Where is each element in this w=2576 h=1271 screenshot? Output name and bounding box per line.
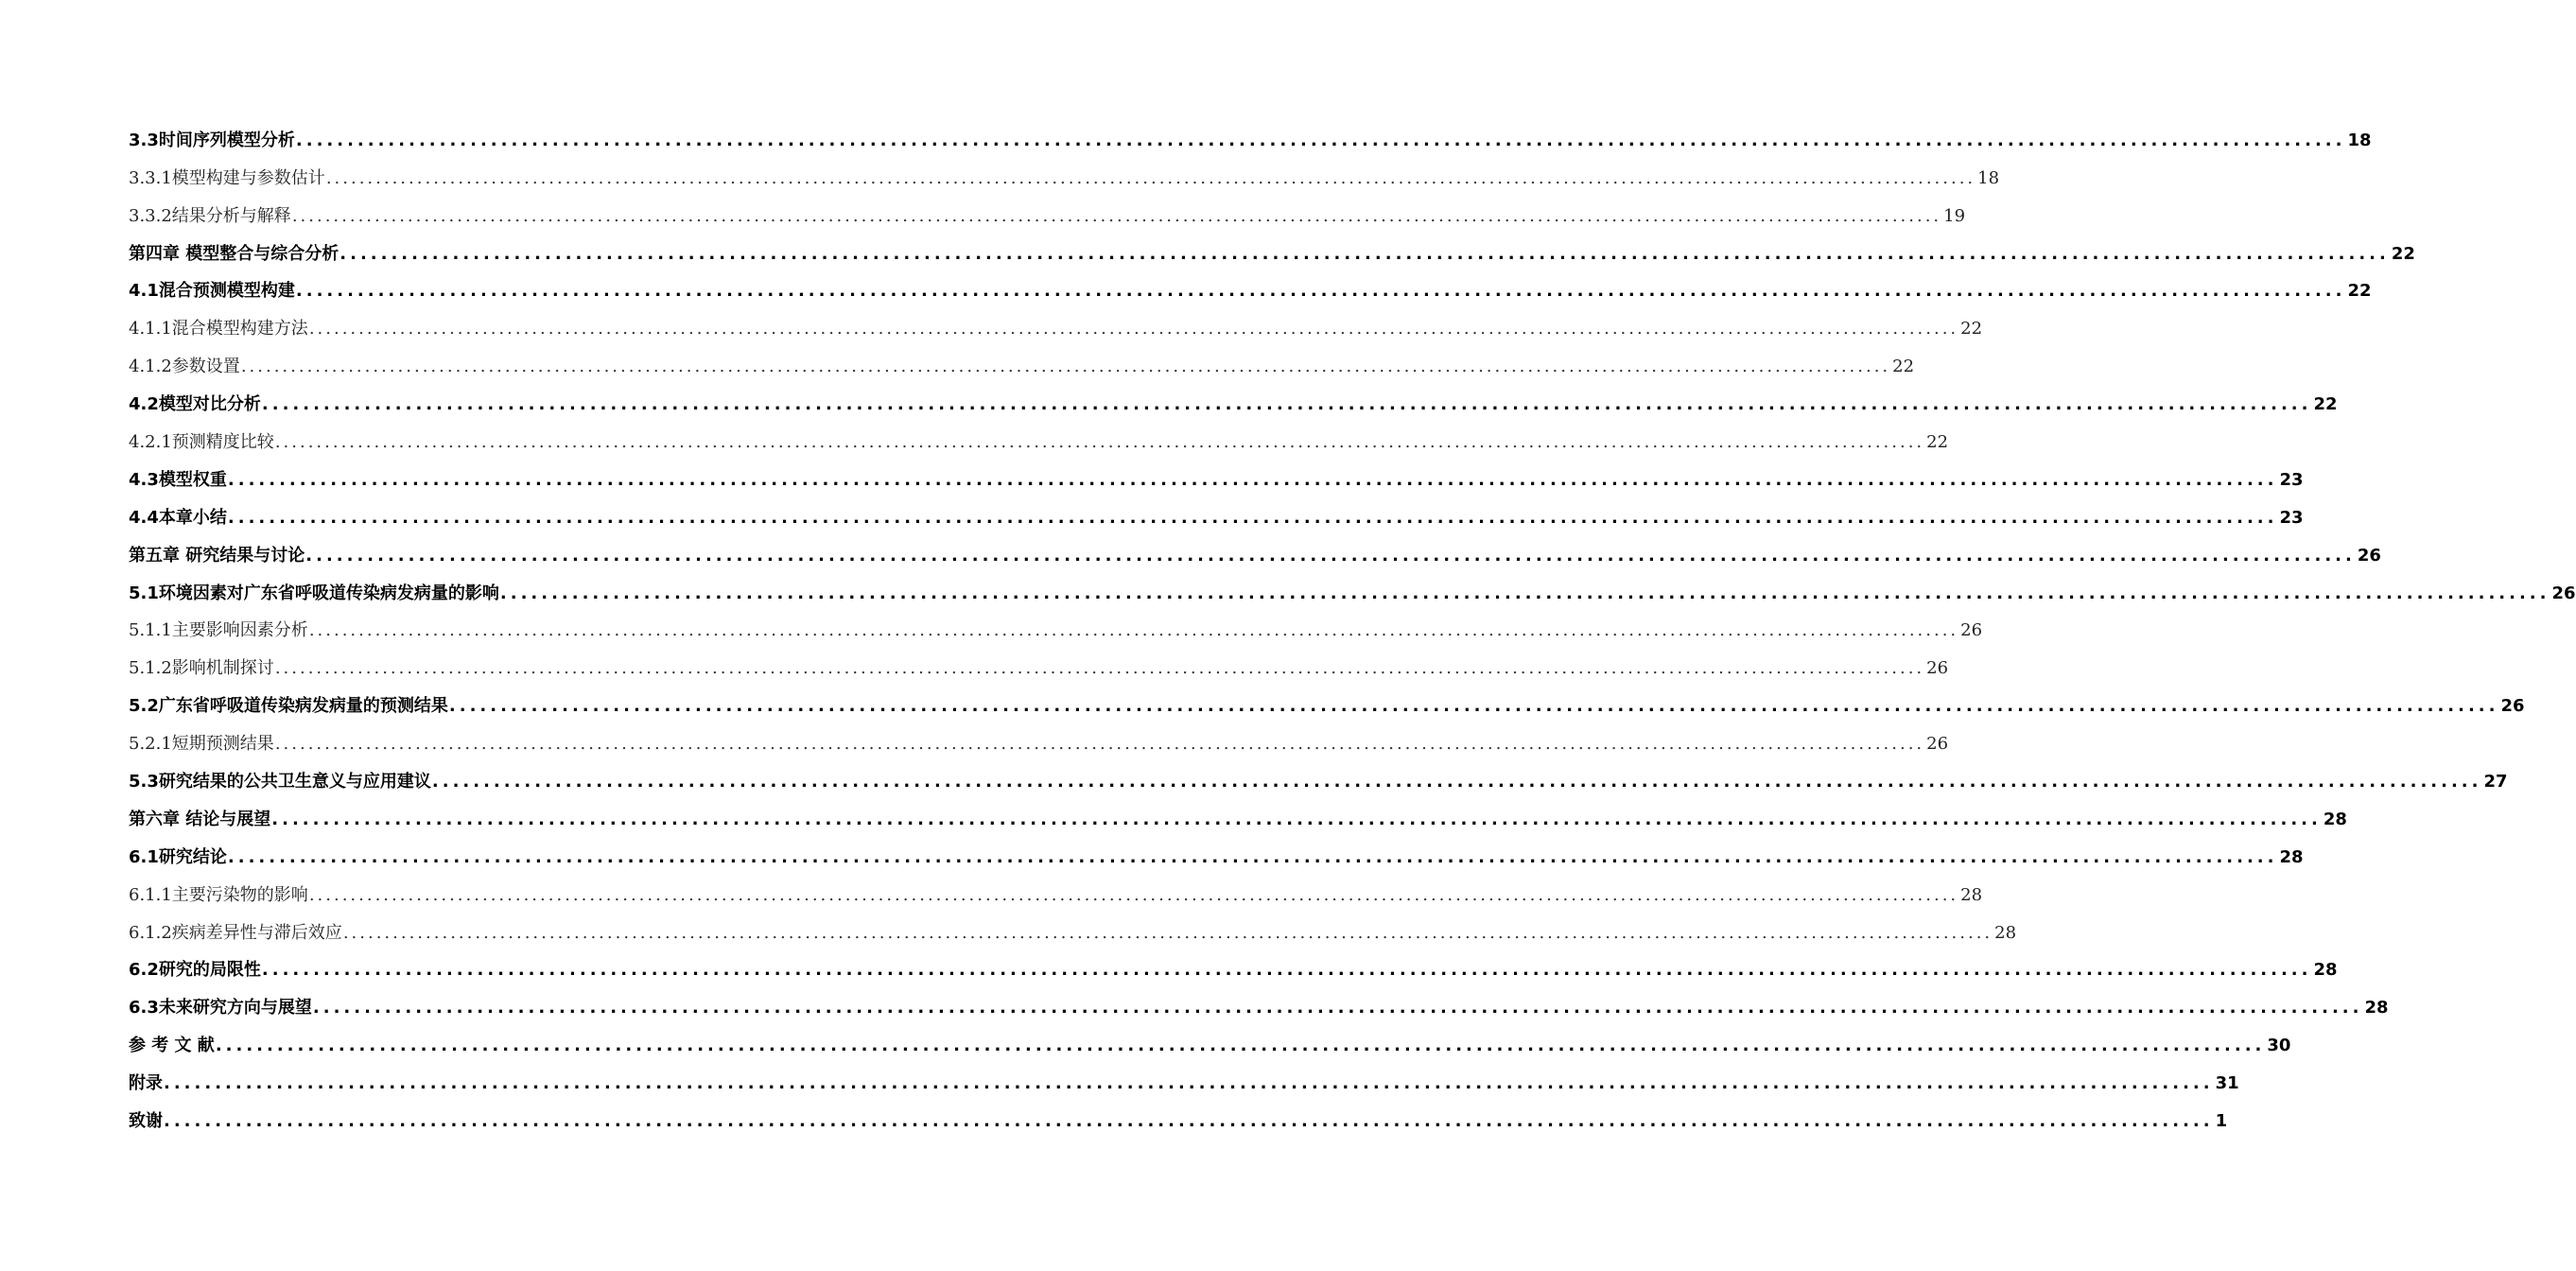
toc-entry-section[interactable]: [129, 756, 2508, 793]
toc-dot-leader: ........................................................................................................................................................................................................: [274, 658, 1925, 679]
toc-entry-subsection[interactable]: [129, 190, 1966, 228]
toc-entry-title: 6.1.1主要污染物的影响: [129, 884, 308, 905]
toc-dot-leader: ........................................................................................................................................................................................................: [312, 998, 2363, 1019]
toc-entry-subsection[interactable]: [129, 416, 1949, 454]
toc-entry-page-number: 27: [2483, 772, 2508, 792]
toc-entry-title: 3.3.2结果分析与解释: [129, 205, 291, 226]
toc-entry-subsection[interactable]: [129, 642, 1949, 680]
toc-dot-leader: ........................................................................................................................................................................................................: [431, 772, 2482, 792]
toc-entry-section[interactable]: [129, 378, 2338, 416]
toc-entry-title: 附录: [129, 1073, 163, 1094]
toc-entry-section[interactable]: [129, 454, 2304, 492]
toc-dot-leader: ........................................................................................................................................................................................................: [227, 469, 2278, 490]
toc-entry-section[interactable]: [129, 982, 2389, 1019]
toc-dot-leader: ........................................................................................................................................................................................................: [308, 620, 1959, 641]
toc-entry-section[interactable]: [129, 567, 2576, 605]
toc-entry-page-number: 22: [2313, 394, 2338, 415]
toc-entry-page-number: 19: [1943, 205, 1966, 226]
toc-entry-title: 参 考 文 献: [129, 1036, 215, 1056]
toc-dot-leader: ........................................................................................................................................................................................................: [164, 1073, 2214, 1094]
toc-entry-title: 4.1混合预测模型构建: [129, 281, 295, 302]
toc-dot-leader: ........................................................................................................................................................................................................: [274, 734, 1925, 755]
toc-entry-page-number: 28: [1994, 922, 2017, 943]
toc-dot-leader: ........................................................................................................................................................................................................: [308, 319, 1959, 340]
toc-entry-page-number: 28: [2313, 960, 2338, 981]
toc-entry-title: 5.1环境因素对广东省呼吸道传染病发病量的影响: [129, 583, 499, 603]
toc-entry-title: 6.1.2疾病差异性与滞后效应: [129, 922, 342, 943]
toc-entry-page-number: 28: [2323, 809, 2347, 829]
toc-entry-title: 5.1.2影响机制探讨: [129, 658, 274, 679]
toc-entry-subsection[interactable]: [129, 718, 1949, 756]
toc-entry-subsection[interactable]: [129, 303, 1983, 340]
toc-dot-leader: ........................................................................................................................................................................................................: [240, 357, 1891, 377]
toc-dot-leader: ........................................................................................................................................................................................................: [448, 696, 2499, 717]
toc-dot-leader: ........................................................................................................................................................................................................: [227, 507, 2278, 528]
toc-dot-leader: ........................................................................................................................................................................................................: [342, 922, 1993, 943]
toc-entry-page-number: 22: [2347, 281, 2372, 302]
toc-entry-page-number: 23: [2279, 469, 2304, 490]
toc-entry-chapter[interactable]: [129, 1057, 2239, 1095]
toc-entry-title: 4.3模型权重: [129, 469, 227, 490]
toc-entry-title: 4.1.2参数设置: [129, 357, 240, 377]
toc-entry-page-number: 18: [1977, 167, 2000, 188]
toc-entry-page-number: 22: [2391, 243, 2415, 264]
toc-entry-page-number: 31: [2215, 1073, 2239, 1094]
toc-entry-chapter[interactable]: [129, 530, 2381, 567]
toc-entry-page-number: 30: [2267, 1036, 2291, 1056]
toc-entry-page-number: 26: [1926, 734, 1949, 755]
toc-dot-leader: ........................................................................................................................................................................................................: [339, 243, 2390, 264]
toc-entry-page-number: 22: [1926, 432, 1949, 453]
toc-entry-subsection[interactable]: [129, 605, 1983, 643]
toc-entry-title: 第四章 模型整合与综合分析: [129, 243, 339, 264]
toc-dot-leader: ........................................................................................................................................................................................................: [308, 884, 1959, 905]
table-of-contents: [129, 114, 2576, 1133]
toc-entry-page-number: 23: [2279, 507, 2304, 528]
toc-entry-page-number: 22: [1960, 319, 1983, 340]
toc-entry-title: 5.2.1短期预测结果: [129, 734, 274, 755]
toc-entry-title: 致谢: [129, 1111, 163, 1132]
toc-entry-page-number: 26: [1960, 620, 1983, 641]
toc-entry-title: 3.3时间序列模型分析: [129, 130, 295, 150]
toc-entry-chapter[interactable]: [129, 1095, 2228, 1133]
toc-entry-page-number: 1: [2215, 1111, 2228, 1132]
toc-dot-leader: ........................................................................................................................................................................................................: [227, 846, 2278, 867]
toc-entry-title: 5.3研究结果的公共卫生意义与应用建议: [129, 772, 431, 792]
toc-entry-page-number: 18: [2347, 130, 2372, 150]
toc-dot-leader: ........................................................................................................................................................................................................: [164, 1111, 2214, 1132]
toc-entry-title: 第六章 结论与展望: [129, 809, 271, 829]
toc-entry-subsection[interactable]: [129, 869, 1983, 907]
toc-entry-subsection[interactable]: [129, 152, 2000, 190]
toc-dot-leader: ........................................................................................................................................................................................................: [261, 394, 2312, 415]
toc-entry-title: 4.2模型对比分析: [129, 394, 261, 415]
toc-dot-leader: ........................................................................................................................................................................................................: [305, 545, 2356, 566]
toc-entry-section[interactable]: [129, 680, 2525, 718]
toc-entry-title: 3.3.1模型构建与参数估计: [129, 167, 325, 188]
toc-entry-section[interactable]: [129, 492, 2304, 530]
toc-entry-section[interactable]: [129, 114, 2372, 152]
toc-dot-leader: ........................................................................................................................................................................................................: [499, 583, 2550, 603]
toc-dot-leader: ........................................................................................................................................................................................................: [295, 130, 2346, 150]
toc-entry-section[interactable]: [129, 945, 2338, 983]
toc-entry-page-number: 26: [2500, 696, 2525, 717]
toc-dot-leader: ........................................................................................................................................................................................................: [215, 1036, 2266, 1056]
toc-entry-chapter[interactable]: [129, 793, 2347, 831]
toc-entry-section[interactable]: [129, 266, 2372, 304]
toc-entry-chapter[interactable]: [129, 1019, 2291, 1057]
toc-dot-leader: ........................................................................................................................................................................................................: [325, 167, 1976, 188]
toc-entry-page-number: 28: [2364, 998, 2389, 1019]
toc-entry-title: 6.3未来研究方向与展望: [129, 998, 312, 1019]
toc-entry-title: 第五章 研究结果与讨论: [129, 545, 305, 566]
toc-dot-leader: ........................................................................................................................................................................................................: [271, 809, 2322, 829]
toc-entry-title: 4.1.1混合模型构建方法: [129, 319, 308, 340]
toc-entry-title: 4.2.1预测精度比较: [129, 432, 274, 453]
toc-entry-page-number: 26: [2357, 545, 2381, 566]
toc-dot-leader: ........................................................................................................................................................................................................: [261, 960, 2312, 981]
toc-entry-page-number: 22: [1892, 357, 1915, 377]
toc-entry-title: 6.1研究结论: [129, 846, 227, 867]
toc-entry-title: 6.2研究的局限性: [129, 960, 261, 981]
toc-entry-subsection[interactable]: [129, 907, 2017, 945]
toc-entry-page-number: 28: [1960, 884, 1983, 905]
toc-entry-title: 5.1.1主要影响因素分析: [129, 620, 308, 641]
toc-entry-title: 5.2广东省呼吸道传染病发病量的预测结果: [129, 696, 448, 717]
toc-entry-subsection[interactable]: [129, 340, 1915, 378]
toc-dot-leader: ........................................................................................................................................................................................................: [295, 281, 2346, 302]
toc-entry-section[interactable]: [129, 831, 2304, 869]
toc-dot-leader: ........................................................................................................................................................................................................: [274, 432, 1925, 453]
toc-dot-leader: ........................................................................................................................................................................................................: [291, 205, 1942, 226]
toc-entry-page-number: 26: [2551, 583, 2576, 603]
toc-entry-page-number: 26: [1926, 658, 1949, 679]
toc-entry-title: 4.4本章小结: [129, 507, 227, 528]
toc-entry-page-number: 28: [2279, 846, 2304, 867]
toc-entry-chapter[interactable]: [129, 228, 2415, 266]
